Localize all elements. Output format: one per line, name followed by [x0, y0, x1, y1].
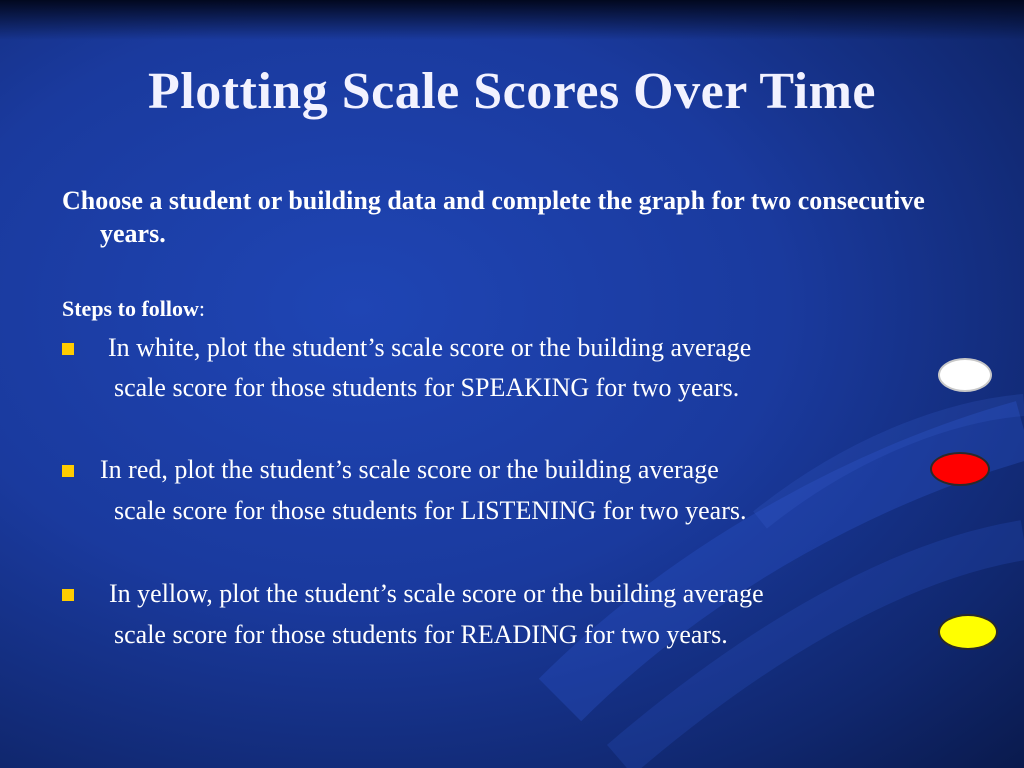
intro-text: Choose a student or building data and complete the graph for two consecutive years.: [62, 186, 925, 248]
step-1-line-1: In white, plot the student’s scale score or the building average: [108, 333, 752, 362]
slide-title: Plotting Scale Scores Over Time: [147, 63, 876, 120]
red-dot-marker: [930, 452, 990, 486]
bullet-square-icon: [62, 343, 74, 355]
bullet-square-icon: [62, 589, 74, 601]
bullet-square-icon: [62, 465, 74, 477]
step-3-line-2: scale score for those students for READING for two years.: [114, 620, 728, 649]
step-2-line-2: scale score for those students for LISTENING for two years.: [114, 496, 747, 525]
white-dot-marker: [938, 358, 992, 392]
yellow-dot-marker: [938, 614, 998, 650]
steps-label-text: Steps to follow: [62, 296, 199, 321]
steps-label: [62, 296, 205, 322]
step-3-line-1: In yellow, plot the student’s scale score or the building average: [109, 579, 764, 608]
step-2-line-1: In red, plot the student’s scale score or the building average: [100, 455, 719, 484]
step-1-line-2: scale score for those students for SPEAKING for two years.: [114, 373, 740, 402]
steps-label-colon: :: [198, 296, 206, 321]
